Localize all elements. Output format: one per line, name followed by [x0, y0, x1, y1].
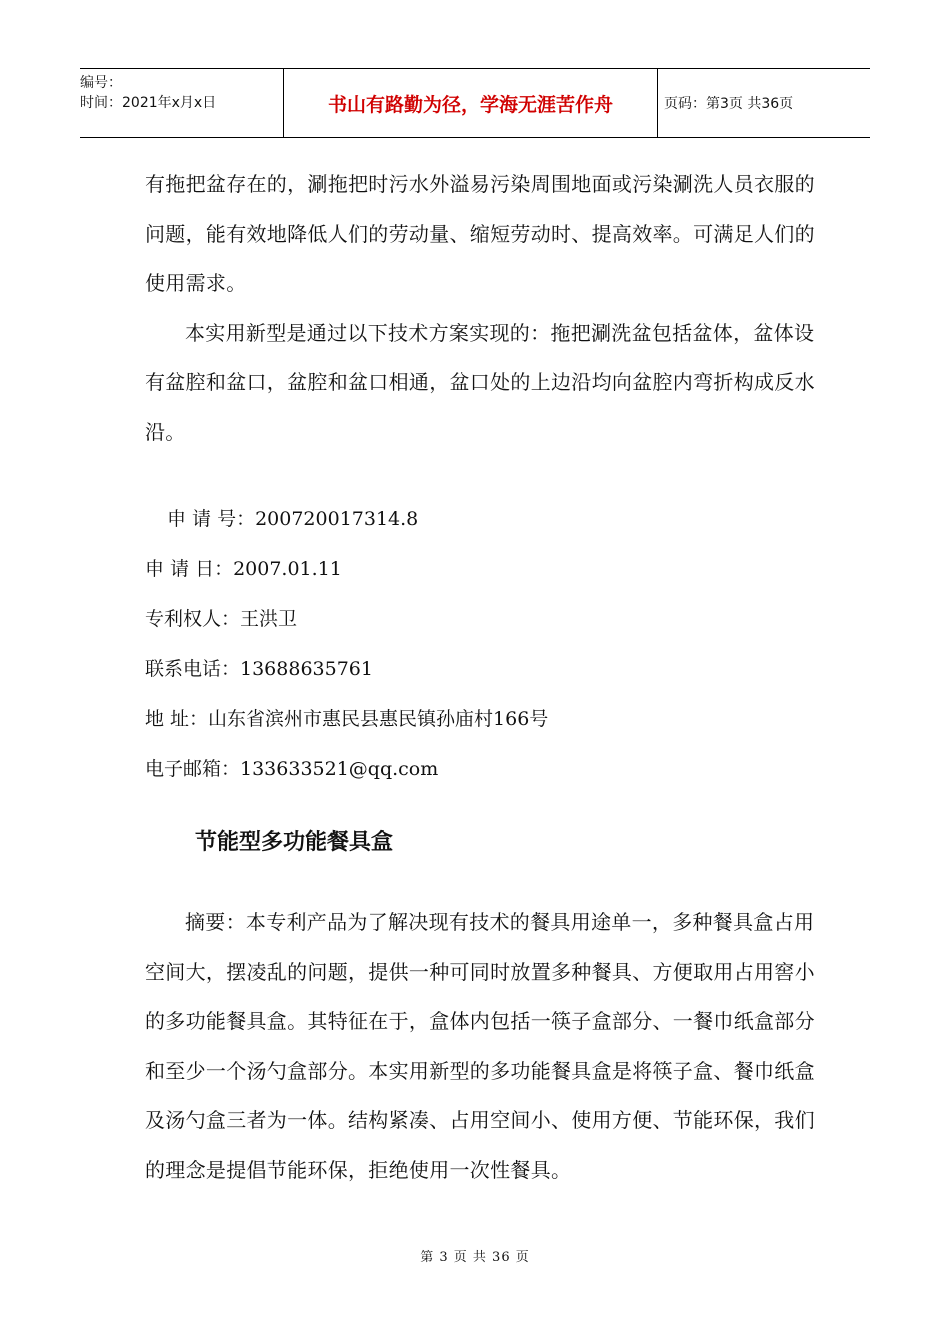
contact-address: 地 址：山东省滨州市惠民县惠民镇孙庙村166号 [145, 708, 549, 730]
page-content [145, 160, 815, 1195]
page-footer: 第 3 页 共 36 页 [420, 1250, 530, 1265]
patent-application-number: 申 请 号：200720017314.8 [167, 508, 419, 530]
header-info [80, 69, 283, 137]
section-title: 节能型多功能餐具盒 [195, 830, 394, 855]
patent-holder: 专利权人：王洪卫 [145, 608, 298, 630]
abstract-paragraph: 摘要：本专利产品为了解决现有技术的餐具用途单一，多种餐具盒占用空间大，摆凌乱的问题，提供一种可同时放置多种餐具、方便取用占用窖小的多功能餐具盒。其特征在于，盒体内包括一筷子盒部分、一餐巾纸盒部分和至少一个汤勺盒部分。本实用新型的多功能餐具盒是将筷子盒、餐巾纸盒及汤勺盒三者为一体。结构紧凑、占用空间小、使用方便、节能环保，我们的理念是提倡节能环保，拒绝使用一次性餐具。 [145, 910, 815, 1182]
contact-phone: 联系电话：13688635761 [145, 658, 373, 680]
contact-email: 电子邮箱：133633521@qq.com [145, 758, 439, 780]
document-number-label: 编号： [80, 75, 122, 91]
header-page-number: 页码：第3页 共36页 [664, 96, 794, 112]
body-paragraph-1: 有拖把盆存在的，涮拖把时污水外溢易污染周围地面或污染涮洗人员衣服的问题，能有效地降低人们的劳动量、缩短劳动时、提高效率。可满足人们的使用需求。 [145, 172, 815, 295]
page-header [80, 68, 870, 138]
body-paragraph-2: 本实用新型是通过以下技术方案实现的：拖把涮洗盆包括盆体，盆体设有盆腔和盆口，盆腔和盆口相通，盆口处的上边沿均向盆腔内弯折构成反水沿。 [145, 320, 815, 444]
document-time-label: 时间：2021年x月x日 [80, 95, 217, 111]
header-motto: 书山有路勤为径，学海无涯苦作舟 [283, 69, 658, 137]
patent-application-date: 申 请 日：2007.01.11 [145, 558, 342, 580]
